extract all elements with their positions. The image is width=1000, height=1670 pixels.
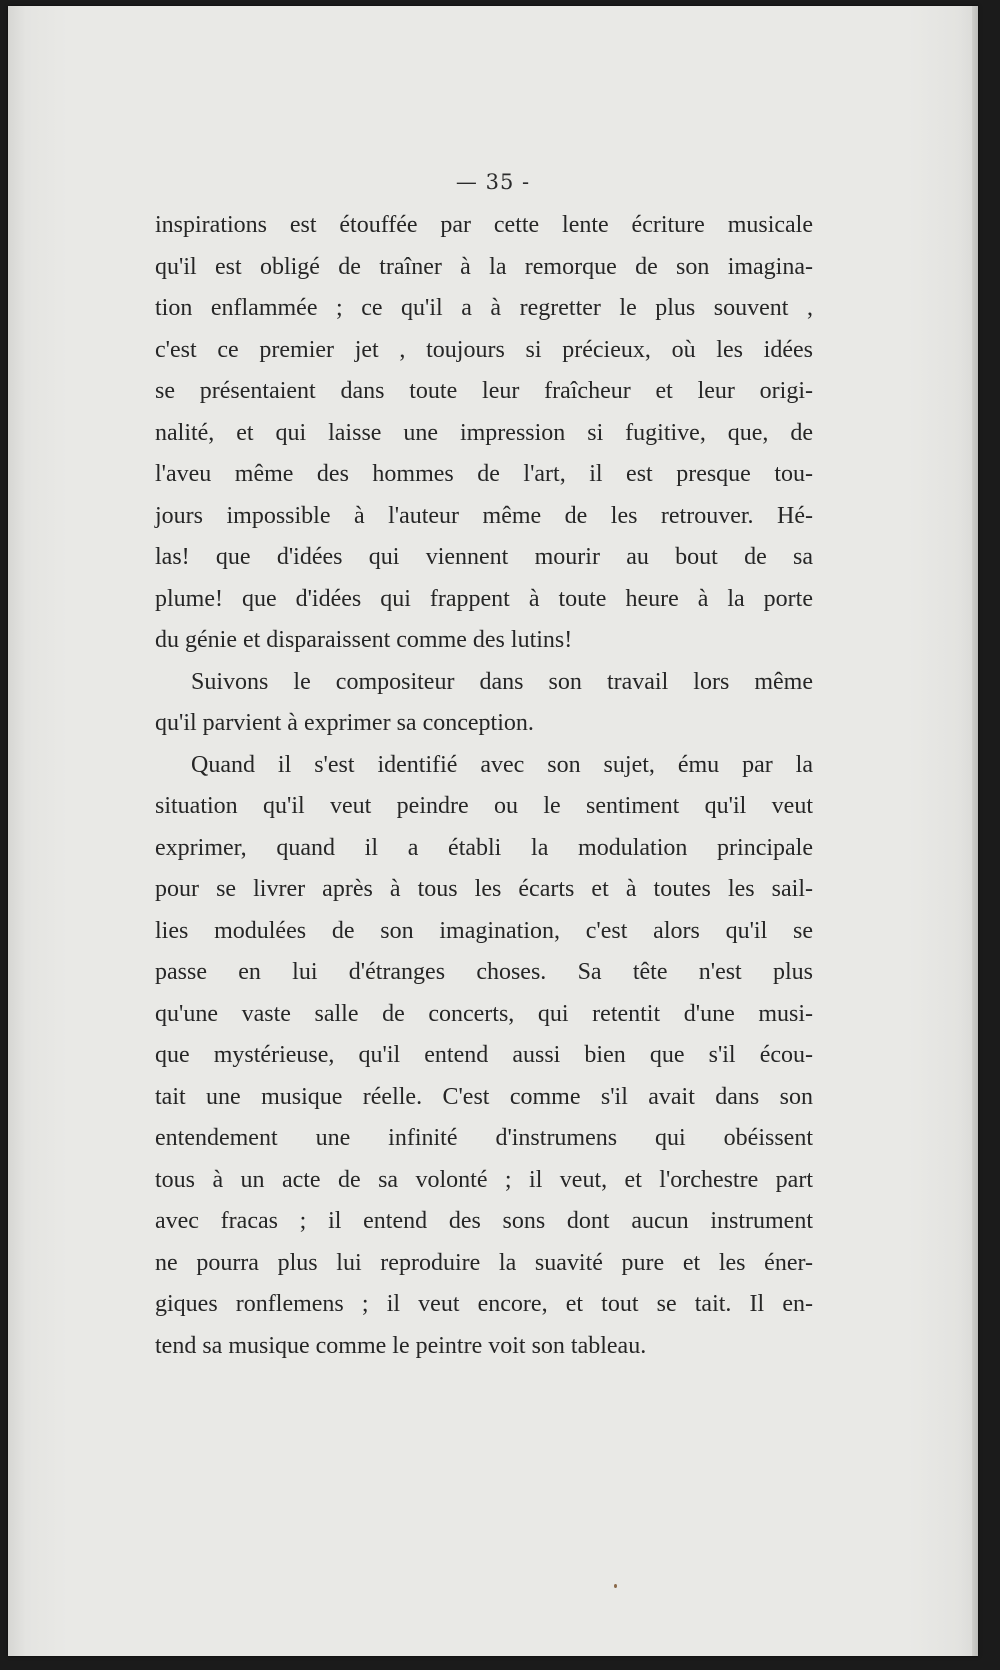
text-line: entendement une infinité d'instrumens qui obéissent	[155, 1125, 813, 1151]
text-line: se présentaient dans toute leur fraîcheur et leur origi-	[155, 378, 813, 404]
page-number: — 35 -	[455, 170, 531, 194]
text-line: tend sa musique comme le peintre voit son tableau.	[155, 1332, 647, 1359]
text-line: avec fracas ; il entend des sons dont aucun instrument	[155, 1208, 813, 1234]
text-line: jours impossible à l'auteur même de les retrouver. Hé-	[155, 502, 813, 529]
ink-spot	[614, 1584, 617, 1588]
text-line: exprimer, quand il a établi la modulation principale	[155, 834, 813, 861]
text-line: nalité, et qui laisse une impression si fugitive, que, de	[155, 419, 813, 446]
text-line: l'aveu même des hommes de l'art, il est presque tou-	[155, 461, 813, 487]
book-page	[8, 6, 978, 1656]
text-line: que mystérieuse, qu'il entend aussi bien que s'il écou-	[155, 1042, 813, 1068]
text-line: Suivons le compositeur dans son travail lors même	[191, 668, 813, 695]
text-line: las! que d'idées qui viennent mourir au bout de sa	[155, 544, 813, 570]
text-line: plume! que d'idées qui frappent à toute heure à la porte	[155, 585, 813, 612]
text-line: qu'il est obligé de traîner à la remorque de son imagina-	[155, 253, 813, 280]
text-line: tion enflammée ; ce qu'il a à regretter le plus souvent ,	[155, 295, 813, 321]
text-line: qu'il parvient à exprimer sa conception.	[155, 710, 534, 736]
text-line: du génie et disparaissent comme des lutins!	[155, 627, 573, 653]
text-line: ne pourra plus lui reproduire la suavité pure et les éner-	[155, 1249, 813, 1276]
text-line: qu'une vaste salle de concerts, qui retentit d'une musi-	[155, 1000, 813, 1027]
page-edge	[972, 6, 978, 1656]
text-line: c'est ce premier jet , toujours si précieux, où les idées	[155, 336, 813, 363]
text-line: tait une musique réelle. C'est comme s'il avait dans son	[155, 1083, 813, 1110]
text-line: situation qu'il veut peindre ou le sentiment qu'il veut	[155, 793, 813, 819]
text-line: passe en lui d'étranges choses. Sa tête n'est plus	[155, 959, 813, 985]
text-line: giques ronflemens ; il veut encore, et tout se tait. Il en-	[155, 1291, 813, 1317]
body-text	[155, 205, 813, 1367]
text-line: pour se livrer après à tous les écarts et à toutes les sail-	[155, 876, 813, 902]
text-line: Quand il s'est identifié avec son sujet, ému par la	[191, 751, 813, 778]
text-line: inspirations est étouffée par cette lente écriture musicale	[155, 212, 813, 238]
text-line: lies modulées de son imagination, c'est alors qu'il se	[155, 917, 813, 944]
text-line: tous à un acte de sa volonté ; il veut, et l'orchestre part	[155, 1166, 813, 1193]
